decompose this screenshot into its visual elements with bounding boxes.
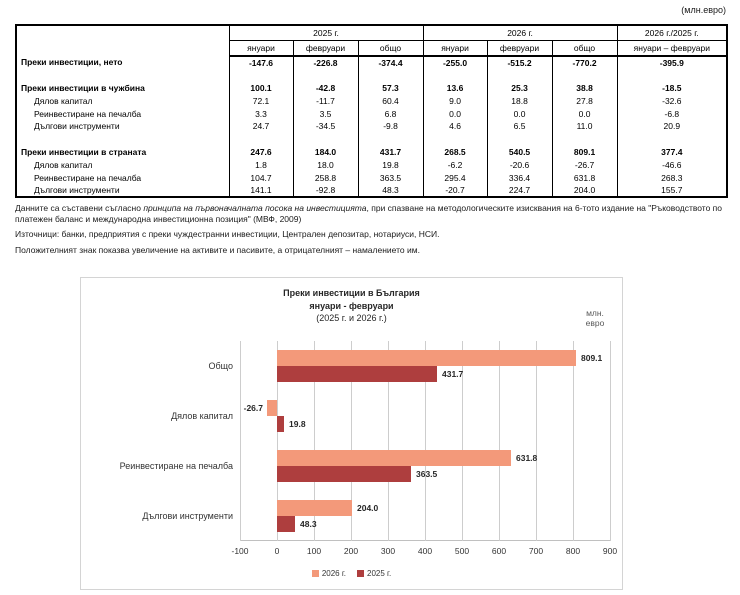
value-cell: -11.7: [293, 94, 358, 107]
x-tick-label: 200: [343, 546, 359, 556]
category-label: Дялов капитал: [171, 411, 233, 421]
value-cell: -226.8: [293, 56, 358, 69]
unit-note: (млн.евро): [681, 5, 726, 15]
bar-value-label: -26.7: [243, 403, 263, 413]
bar-value-label: 204.0: [357, 503, 379, 513]
x-tick-label: 0: [274, 546, 280, 556]
table-spacer-row: [16, 133, 727, 146]
col-header: януари: [229, 40, 293, 56]
plot-area: [240, 341, 610, 541]
table-row: [16, 184, 727, 197]
bar-value-label: 19.8: [289, 419, 306, 429]
value-cell: [423, 133, 487, 146]
value-cell: 104.7: [229, 171, 293, 184]
bar-value-label: 631.8: [516, 453, 538, 463]
value-cell: [358, 133, 423, 146]
footnote-text: Данните са съставени съгласно: [15, 203, 144, 213]
col-group-2026: 2026 г.: [423, 25, 617, 40]
footnote-methodology: [15, 203, 737, 224]
value-cell: 27.8: [552, 94, 617, 107]
value-cell: 6.8: [358, 107, 423, 120]
value-cell: [293, 133, 358, 146]
value-cell: 57.3: [358, 82, 423, 95]
value-cell: [487, 69, 552, 82]
value-cell: 631.8: [552, 171, 617, 184]
value-cell: 336.4: [487, 171, 552, 184]
chart-bar: [277, 516, 295, 532]
value-cell: 540.5: [487, 146, 552, 159]
table-row: [16, 56, 727, 69]
value-cell: -374.4: [358, 56, 423, 69]
value-cell: 13.6: [423, 82, 487, 95]
chart-unit-label: [577, 308, 613, 328]
bar-value-label: 431.7: [442, 369, 464, 379]
value-cell: 3.5: [293, 107, 358, 120]
value-cell: -18.5: [617, 82, 727, 95]
legend-label: 2026 г.: [321, 569, 346, 578]
value-cell: -32.6: [617, 94, 727, 107]
value-cell: 18.0: [293, 158, 358, 171]
value-cell: -20.7: [423, 184, 487, 197]
value-cell: -515.2: [487, 56, 552, 69]
value-cell: 258.8: [293, 171, 358, 184]
value-cell: 3.3: [229, 107, 293, 120]
value-cell: 363.5: [358, 171, 423, 184]
value-cell: 0.0: [552, 107, 617, 120]
value-cell: 4.6: [423, 120, 487, 133]
footnote-text: , при спазване на методологическите изисквания на 6-тото издание на "Ръководството по платежен баланс и международна инвестиционна позиция" (МВФ, 2009): [15, 203, 723, 224]
value-cell: [293, 69, 358, 82]
col-header: януари – февруари: [617, 40, 727, 56]
x-tick-label: 900: [602, 546, 618, 556]
value-cell: 11.0: [552, 120, 617, 133]
value-cell: 809.1: [552, 146, 617, 159]
table-row: [16, 107, 727, 120]
footnote-sign-convention: Положителният знак показва увеличение на активите и пасивите, а отрицателният – намалението им.: [15, 244, 420, 255]
legend-item: [357, 569, 391, 578]
table-row: [16, 82, 727, 95]
category-label: Общо: [208, 361, 233, 371]
value-cell: 268.3: [617, 171, 727, 184]
value-cell: 100.1: [229, 82, 293, 95]
gridline: [499, 341, 500, 541]
value-cell: [229, 69, 293, 82]
bar-value-label: 363.5: [416, 469, 438, 479]
footnotes: [15, 203, 737, 260]
value-cell: -92.8: [293, 184, 358, 197]
x-tick-label: 600: [491, 546, 507, 556]
table-spacer-row: [16, 69, 727, 82]
gridline: [610, 341, 611, 541]
value-cell: [229, 133, 293, 146]
x-tick-label: 700: [528, 546, 544, 556]
row-label: Реинвестиране на печалба: [34, 108, 142, 119]
col-header: февруари: [487, 40, 552, 56]
value-cell: -770.2: [552, 56, 617, 69]
value-cell: 0.0: [423, 107, 487, 120]
chart-title: [81, 278, 622, 325]
value-cell: -255.0: [423, 56, 487, 69]
x-tick-label: 500: [454, 546, 470, 556]
chart-bar: [277, 366, 437, 382]
value-cell: -6.2: [423, 158, 487, 171]
row-label: Реинвестиране на печалба: [34, 172, 142, 183]
value-cell: 20.9: [617, 120, 727, 133]
row-label: Дългови инструменти: [34, 121, 120, 132]
value-cell: [617, 133, 727, 146]
table-row: [16, 158, 727, 171]
value-cell: 204.0: [552, 184, 617, 197]
footnote-sources: Източници: банки, предприятия с преки чуждестранни инвестиции, Централен депозитар, нотариуси, НСИ.: [15, 229, 440, 239]
value-cell: 184.0: [293, 146, 358, 159]
value-cell: -46.6: [617, 158, 727, 171]
row-label: Дялов капитал: [34, 95, 93, 106]
value-cell: 155.7: [617, 184, 727, 197]
row-label: [16, 133, 229, 146]
table-row: [16, 146, 727, 159]
table-group-header-row: [16, 25, 727, 40]
value-cell: 72.1: [229, 94, 293, 107]
value-cell: -9.8: [358, 120, 423, 133]
value-cell: 25.3: [487, 82, 552, 95]
value-cell: [487, 133, 552, 146]
value-cell: -26.7: [552, 158, 617, 171]
row-label: Дялов капитал: [34, 159, 93, 170]
value-cell: -42.8: [293, 82, 358, 95]
value-cell: 24.7: [229, 120, 293, 133]
value-cell: -6.8: [617, 107, 727, 120]
value-cell: [552, 133, 617, 146]
row-label: Преки инвестиции в чужбина: [21, 82, 145, 93]
value-cell: 377.4: [617, 146, 727, 159]
value-cell: 19.8: [358, 158, 423, 171]
table-row: [16, 94, 727, 107]
chart-title-line3: (2025 г. и 2026 г.): [316, 313, 387, 323]
x-tick-label: -100: [231, 546, 249, 556]
value-cell: 60.4: [358, 94, 423, 107]
value-cell: 6.5: [487, 120, 552, 133]
row-label: Преки инвестиции, нето: [21, 57, 123, 68]
chart-unit-line1: млн.: [586, 308, 604, 318]
chart-bar: [277, 416, 284, 432]
value-cell: -20.6: [487, 158, 552, 171]
value-cell: [358, 69, 423, 82]
chart-bar: [277, 450, 511, 466]
value-cell: 268.5: [423, 146, 487, 159]
category-label: Дългови инструменти: [142, 511, 233, 521]
investment-table: [15, 24, 728, 198]
chart-bar: [277, 466, 411, 482]
bar-value-label: 809.1: [581, 353, 603, 363]
row-label: [16, 69, 229, 82]
chart-box: [80, 277, 623, 590]
legend-label: 2025 г.: [367, 569, 392, 578]
col-header: февруари: [293, 40, 358, 56]
chart-legend: [81, 569, 622, 578]
x-tick-label: 300: [380, 546, 396, 556]
value-cell: 295.4: [423, 171, 487, 184]
chart-bar: [267, 400, 277, 416]
col-header: общо: [358, 40, 423, 56]
footnote-italic-text: принципа на първоначалната посока на инвестицията: [143, 203, 367, 213]
value-cell: 1.8: [229, 158, 293, 171]
value-cell: 9.0: [423, 94, 487, 107]
legend-item: [312, 569, 346, 578]
table-row: [16, 120, 727, 133]
chart-title-line1: Преки инвестиции в България: [283, 288, 420, 298]
row-label: Преки инвестиции в страната: [21, 146, 147, 157]
value-cell: 224.7: [487, 184, 552, 197]
value-cell: [552, 69, 617, 82]
gridline: [573, 341, 574, 541]
gridline: [240, 341, 241, 541]
value-cell: -147.6: [229, 56, 293, 69]
value-cell: 431.7: [358, 146, 423, 159]
gridline: [536, 341, 537, 541]
legend-swatch-icon: [357, 570, 364, 577]
value-cell: [617, 69, 727, 82]
chart-title-line2: януари - февруари: [309, 300, 394, 311]
col-group-ratio: 2026 г./2025 г.: [617, 25, 727, 40]
col-header: януари: [423, 40, 487, 56]
value-cell: 48.3: [358, 184, 423, 197]
table-body: [16, 56, 727, 197]
chart-bar: [277, 350, 576, 366]
x-tick-label: 800: [565, 546, 581, 556]
col-group-2025: 2025 г.: [229, 25, 423, 40]
table-row: [16, 171, 727, 184]
legend-swatch-icon: [312, 570, 319, 577]
x-tick-label: 100: [306, 546, 322, 556]
value-cell: 0.0: [487, 107, 552, 120]
chart-unit-line2: евро: [585, 318, 605, 328]
col-header: общо: [552, 40, 617, 56]
value-cell: 18.8: [487, 94, 552, 107]
value-cell: 38.8: [552, 82, 617, 95]
value-cell: -34.5: [293, 120, 358, 133]
value-cell: 247.6: [229, 146, 293, 159]
x-tick-label: 400: [417, 546, 433, 556]
corner-cell: [16, 25, 229, 56]
value-cell: [423, 69, 487, 82]
category-label: Реинвестиране на печалба: [119, 461, 233, 471]
bar-value-label: 48.3: [300, 519, 317, 529]
value-cell: -395.9: [617, 56, 727, 69]
row-label: Дългови инструменти: [34, 184, 120, 195]
value-cell: 141.1: [229, 184, 293, 197]
chart-bar: [277, 500, 352, 516]
